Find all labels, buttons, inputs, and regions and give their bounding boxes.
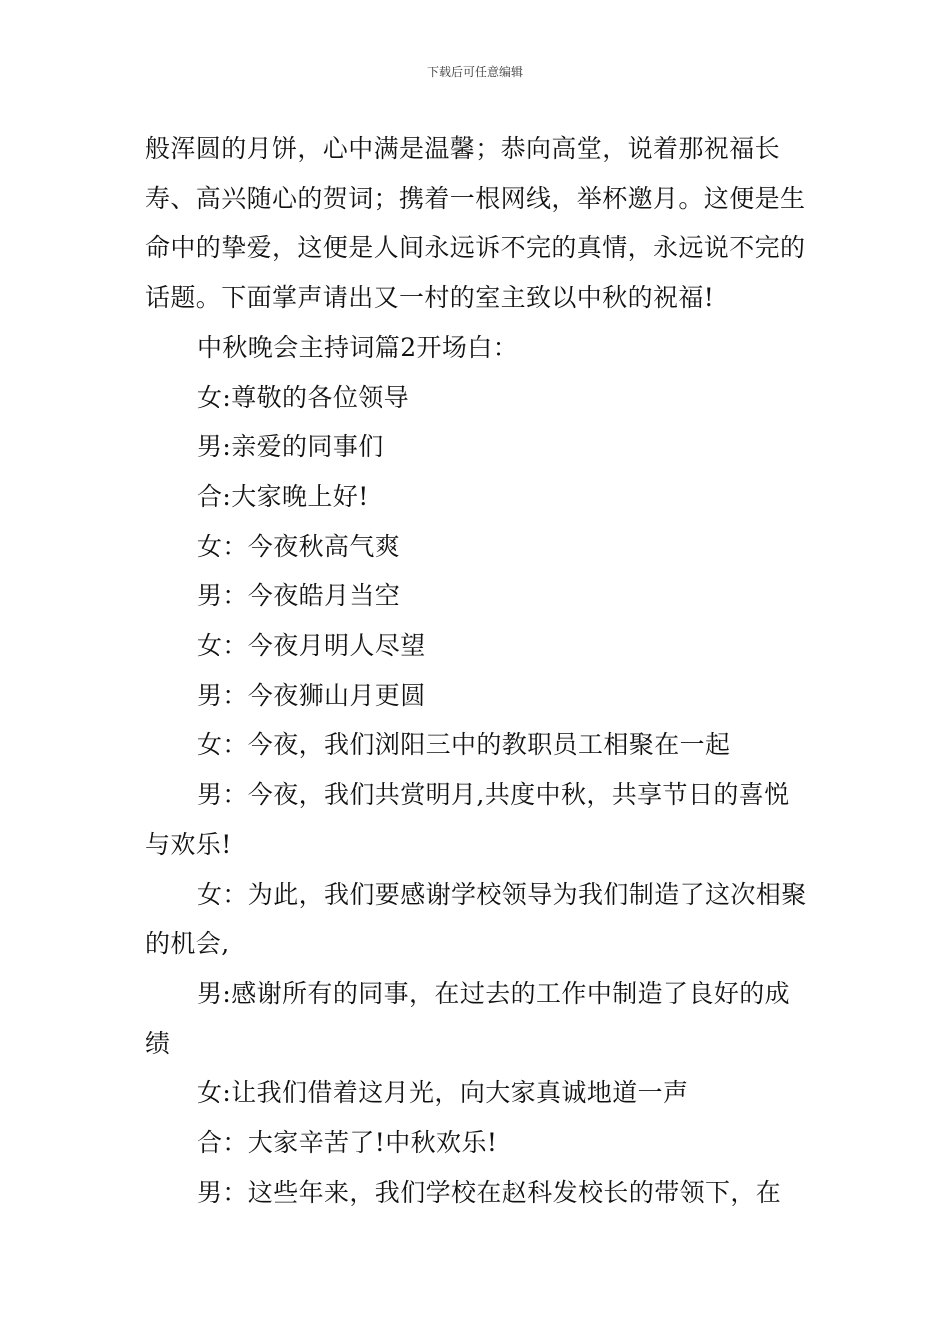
dialogue-line: 女:让我们借着这月光，向大家真诚地道一声 (197, 1078, 689, 1108)
dialogue-line: 合:大家晚上好! (197, 481, 369, 511)
section-heading: 中秋晚会主持词篇2开场白： (197, 332, 519, 362)
dialogue-line: 女:尊敬的各位领导 (197, 382, 410, 412)
dialogue-line: 男：这些年来，我们学校在赵科发校长的带领下，在 (197, 1177, 782, 1207)
dialogue-line: 男:亲爱的同事们 (197, 432, 384, 462)
dialogue-line: 男：今夜皓月当空 (197, 581, 401, 611)
dialogue-line: 女：今夜，我们浏阳三中的教职员工相聚在一起 (197, 730, 731, 760)
dialogue-line: 女：为此，我们要感谢学校领导为我们制造了这次相聚的机会, (145, 879, 807, 959)
dialogue-line: 男：今夜狮山月更圆 (197, 680, 426, 710)
page-header-note: 下载后可任意编辑 (426, 65, 523, 79)
dialogue-line: 女：今夜月明人尽望 (197, 631, 426, 661)
dialogue-line: 男：今夜，我们共赏明月,共度中秋，共享节日的喜悦与欢乐! (145, 780, 790, 859)
paragraph-continued: 般浑圆的月饼，心中满是温馨；恭向高堂，说着那祝福长寿、高兴随心的贺词；携着一根网线，举杯邀月。这便是生命中的挚爱，这便是人间永远诉不完的真情，永远说不完的话题。下面掌声请出又一村的室主致以中秋的祝福! (145, 134, 806, 313)
dialogue-line: 女：今夜秋高气爽 (197, 531, 401, 561)
document-body (145, 124, 807, 1217)
dialogue-line: 合：大家辛苦了!中秋欢乐! (197, 1128, 498, 1158)
dialogue-line: 男:感谢所有的同事，在过去的工作中制造了良好的成绩 (145, 978, 791, 1058)
